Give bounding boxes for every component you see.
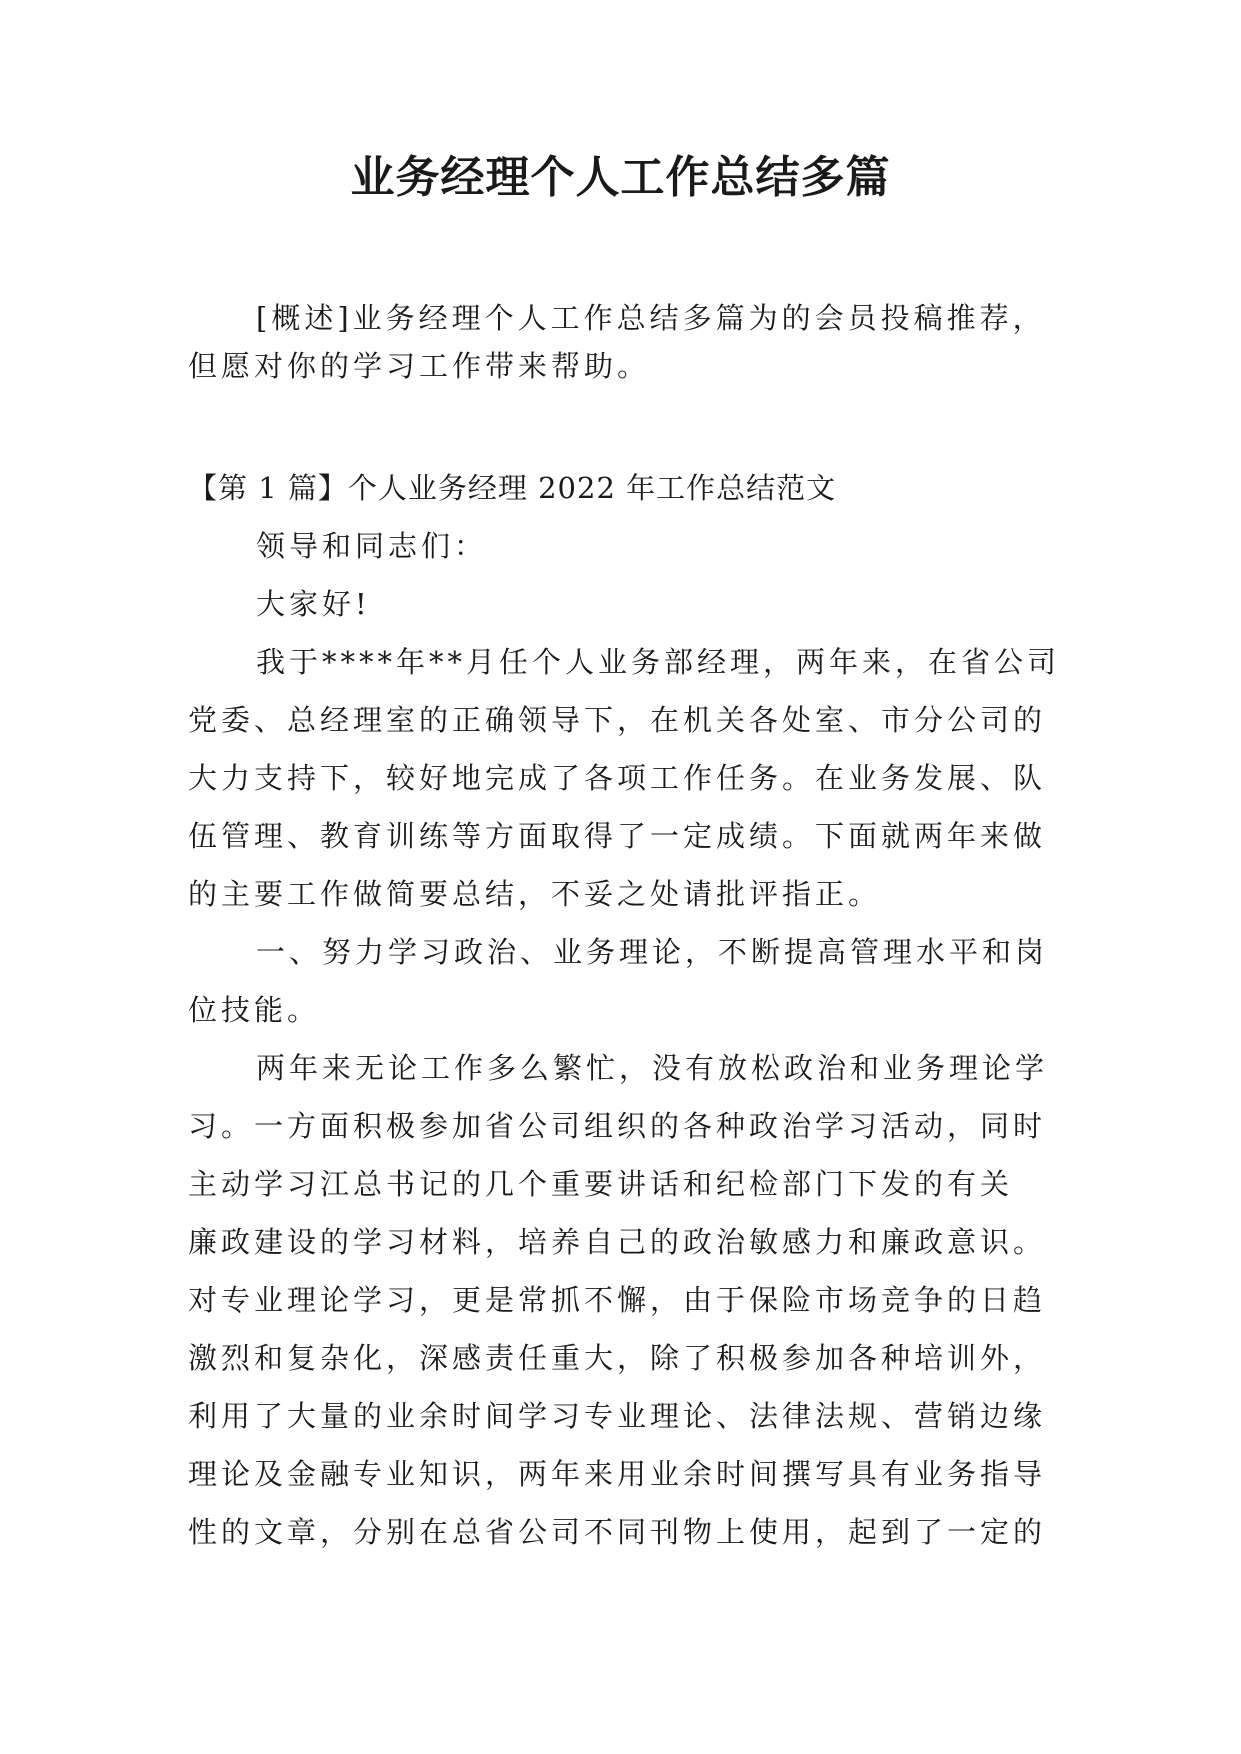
point1-line-2: 位技能。 bbox=[188, 993, 321, 1027]
summary-line-2: 但愿对你的学习工作带来帮助。 bbox=[188, 349, 651, 383]
para2-line-5: 对专业理论学习，更是常抓不懈，由于保险市场竞争的日趋 bbox=[188, 1283, 1047, 1317]
para2-line-9: 性的文章，分别在总省公司不同刊物上使用，起到了一定的 bbox=[188, 1515, 1047, 1549]
para2-line-7: 利用了大量的业余时间学习专业理论、法律法规、营销边缘 bbox=[188, 1399, 1047, 1433]
para2-line-2: 习。一方面积极参加省公司组织的各种政治学习活动，同时 bbox=[188, 1109, 1047, 1143]
para2-line-6: 激烈和复杂化，深感责任重大，除了积极参加各种培训外， bbox=[188, 1341, 1047, 1375]
point1-line-1: 一、努力学习政治、业务理论，不断提高管理水平和岗 bbox=[256, 935, 1049, 969]
section-heading: 【第 1 篇】个人业务经理 2022 年工作总结范文 bbox=[188, 471, 837, 505]
greeting: 领导和同志们： bbox=[256, 529, 488, 563]
para2-line-8: 理论及金融专业知识，两年来用业余时间撰写具有业务指导 bbox=[188, 1457, 1047, 1491]
para1-line-1: 我于****年**月任个人业务部经理，两年来，在省公司 bbox=[256, 645, 1061, 679]
para1-line-2: 党委、总经理室的正确领导下，在机关各处室、市分公司的 bbox=[188, 703, 1047, 737]
document-title: 业务经理个人工作总结多篇 bbox=[350, 152, 891, 203]
salutation: 大家好! bbox=[256, 587, 371, 621]
para2-line-1: 两年来无论工作多么繁忙，没有放松政治和业务理论学 bbox=[256, 1051, 1049, 1085]
para1-line-4: 伍管理、教育训练等方面取得了一定成绩。下面就两年来做 bbox=[188, 819, 1047, 853]
para1-line-5: 的主要工作做简要总结，不妥之处请批评指正。 bbox=[188, 877, 882, 911]
para2-line-4: 廉政建设的学习材料，培养自己的政治敏感力和廉政意识。 bbox=[188, 1225, 1047, 1259]
summary-line-1: [概述]业务经理个人工作总结多篇为的会员投稿推荐， bbox=[256, 301, 1046, 335]
para2-line-3: 主动学习江总书记的几个重要讲话和纪检部门下发的有关 bbox=[188, 1167, 1014, 1201]
para1-line-3: 大力支持下，较好地完成了各项工作任务。在业务发展、队 bbox=[188, 761, 1047, 795]
